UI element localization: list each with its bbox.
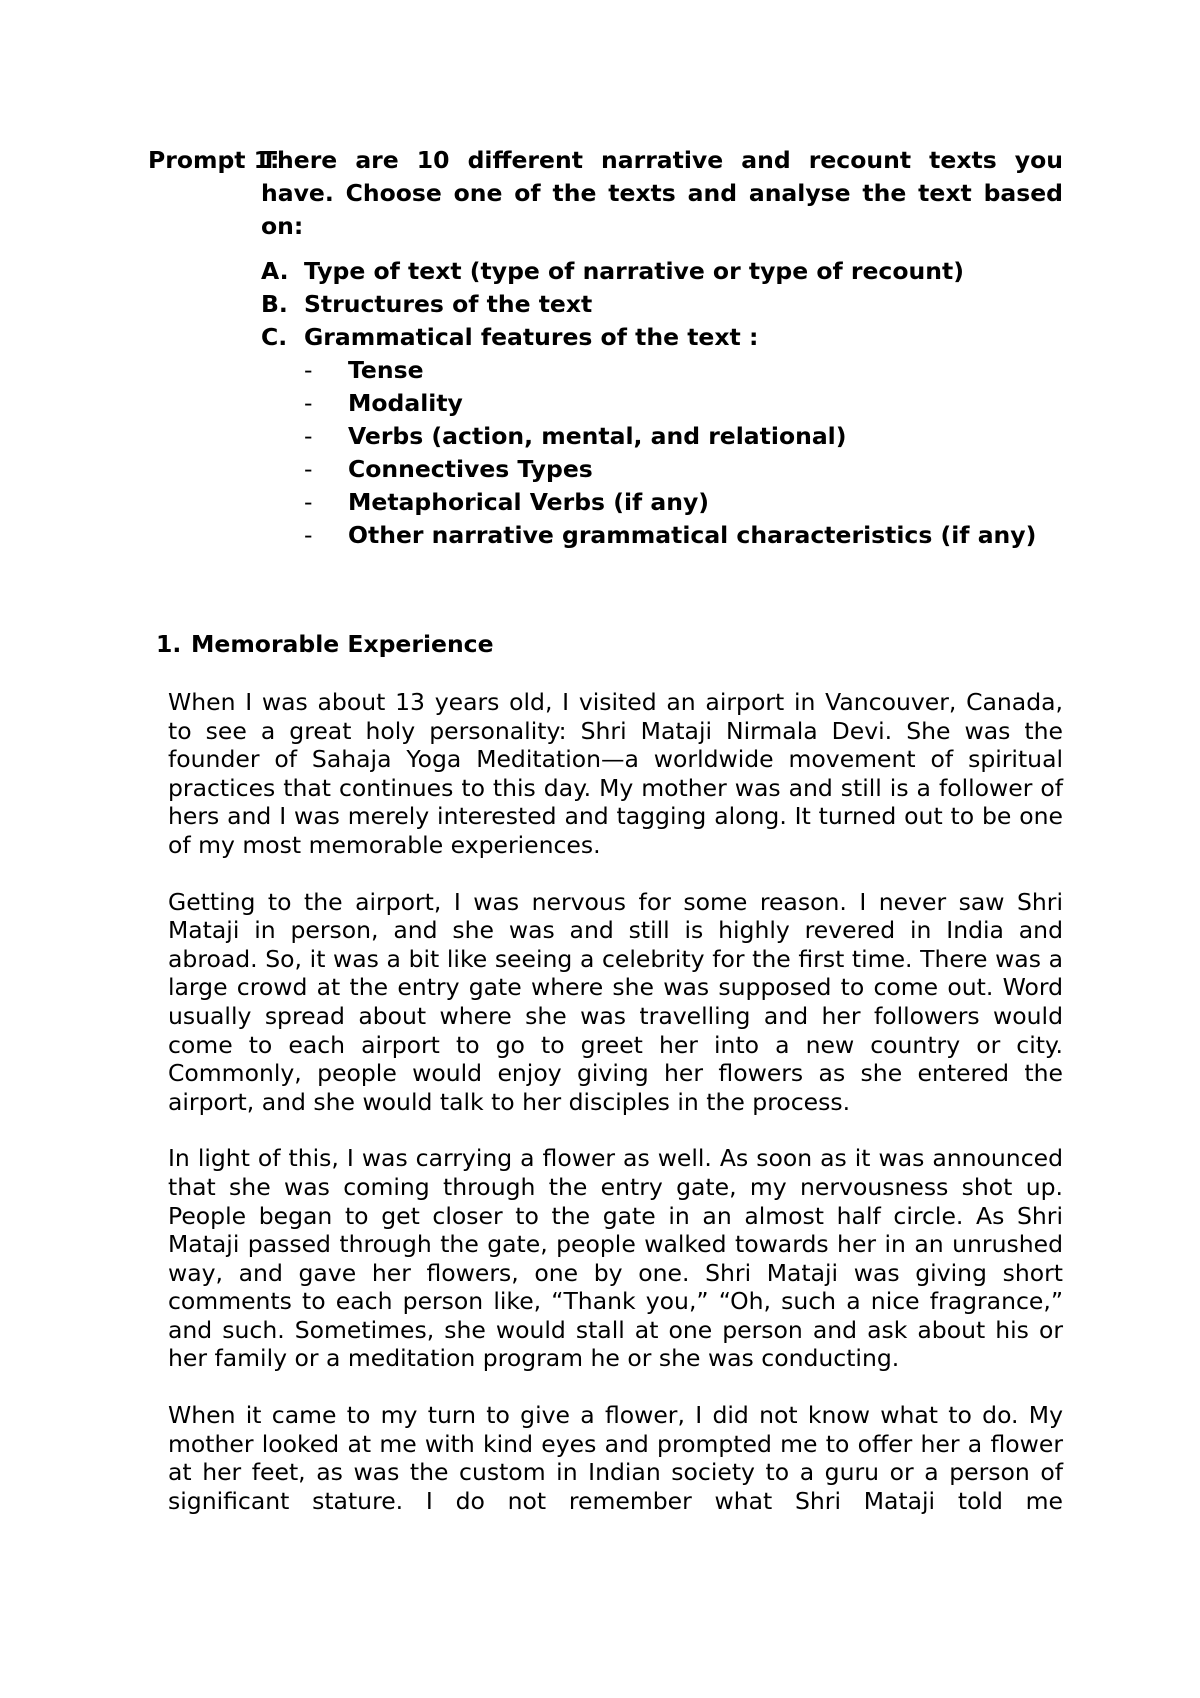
story-body — [168, 688, 1063, 1543]
grammar-feature-text: Connectives Types — [348, 455, 593, 483]
dash-bullet: - — [304, 389, 313, 417]
story-paragraph: Getting to the airport, I was nervous for some reason. I never saw Shri Mataji in person, and she was and still is highly revered in India and abroad. So, it was a bit like seeing a celebrity for the first time. There was a large crowd at the entry gate where she was supposed to come out. Word usually spread about where she was travelling and her followers would come to each airport to go to greet her into a new country or city. Commonly, people would enjoy giving her flowers as she entered the airport, and she would talk to her disciples in the process. — [168, 887, 1063, 1116]
grammar-feature-item — [304, 453, 1063, 486]
prompt-block — [148, 144, 1063, 552]
story-paragraph: When I was about 13 years old, I visited an airport in Vancouver, Canada, to see a great holy personality: Shri Mataji Nirmala Devi. She was the founder of Sahaja Yoga Meditation—a worldwide movement of spiritual practices that continues to this day. My mother was and still is a follower of hers and I was merely interested and tagging along. It turned out to be one of my most memorable experiences. — [168, 688, 1063, 859]
grammar-feature-item — [304, 420, 1063, 453]
grammar-feature-text: Metaphorical Verbs (if any) — [348, 488, 710, 516]
criteria-item-c — [261, 321, 1063, 354]
criteria-text: Grammatical features of the text : — [304, 323, 759, 351]
criteria-item-a — [261, 255, 1063, 288]
section-title: Memorable Experience — [191, 630, 494, 658]
dash-bullet: - — [304, 422, 313, 450]
story-paragraph: In light of this, I was carrying a flower as well. As soon as it was announced that she was coming through the entry gate, my nervousness shot up. People began to get closer to the gate in an almost half circle. As Shri Mataji passed through the gate, people walked towards her in an unrushed way, and gave her flowers, one by one. Shri Mataji was giving short comments to each person like, “Thank you,” “Oh, such a nice fragrance,” and such. Sometimes, she would stall at one person and ask about his or her family or a meditation program he or she was conducting. — [168, 1144, 1063, 1373]
dash-bullet: - — [304, 455, 313, 483]
grammar-feature-item — [304, 387, 1063, 420]
grammar-feature-list — [148, 354, 1063, 552]
criteria-text: Structures of the text — [304, 290, 593, 318]
story-paragraph: When it came to my turn to give a flower, I did not know what to do. My mother looked at me with kind eyes and prompted me to offer her a flower at her feet, as was the custom in Indian society to a guru or a person of significant stature. I do not remember what Shri Mataji told me — [168, 1401, 1063, 1515]
criteria-letter: A. — [261, 257, 289, 285]
criteria-letter: B. — [261, 290, 288, 318]
dash-bullet: - — [304, 356, 313, 384]
grammar-feature-item — [304, 519, 1063, 552]
dash-bullet: - — [304, 488, 313, 516]
grammar-feature-text: Other narrative grammatical characteristics (if any) — [348, 521, 1037, 549]
grammar-feature-item — [304, 486, 1063, 519]
section-number: 1. — [156, 630, 182, 658]
section-heading — [156, 628, 494, 661]
criteria-item-b — [261, 288, 1063, 321]
prompt-text: There are 10 different narrative and recount texts you have. Choose one of the texts and analyse the text based on: — [261, 146, 1063, 240]
prompt-row — [148, 144, 1063, 243]
prompt-label: Prompt 1: — [148, 146, 280, 174]
dash-bullet: - — [304, 521, 313, 549]
criteria-letter: C. — [261, 323, 288, 351]
criteria-list — [148, 255, 1063, 354]
grammar-feature-text: Verbs (action, mental, and relational) — [348, 422, 847, 450]
criteria-text: Type of text (type of narrative or type of recount) — [304, 257, 964, 285]
grammar-feature-item — [304, 354, 1063, 387]
grammar-feature-text: Modality — [348, 389, 463, 417]
grammar-feature-text: Tense — [348, 356, 424, 384]
